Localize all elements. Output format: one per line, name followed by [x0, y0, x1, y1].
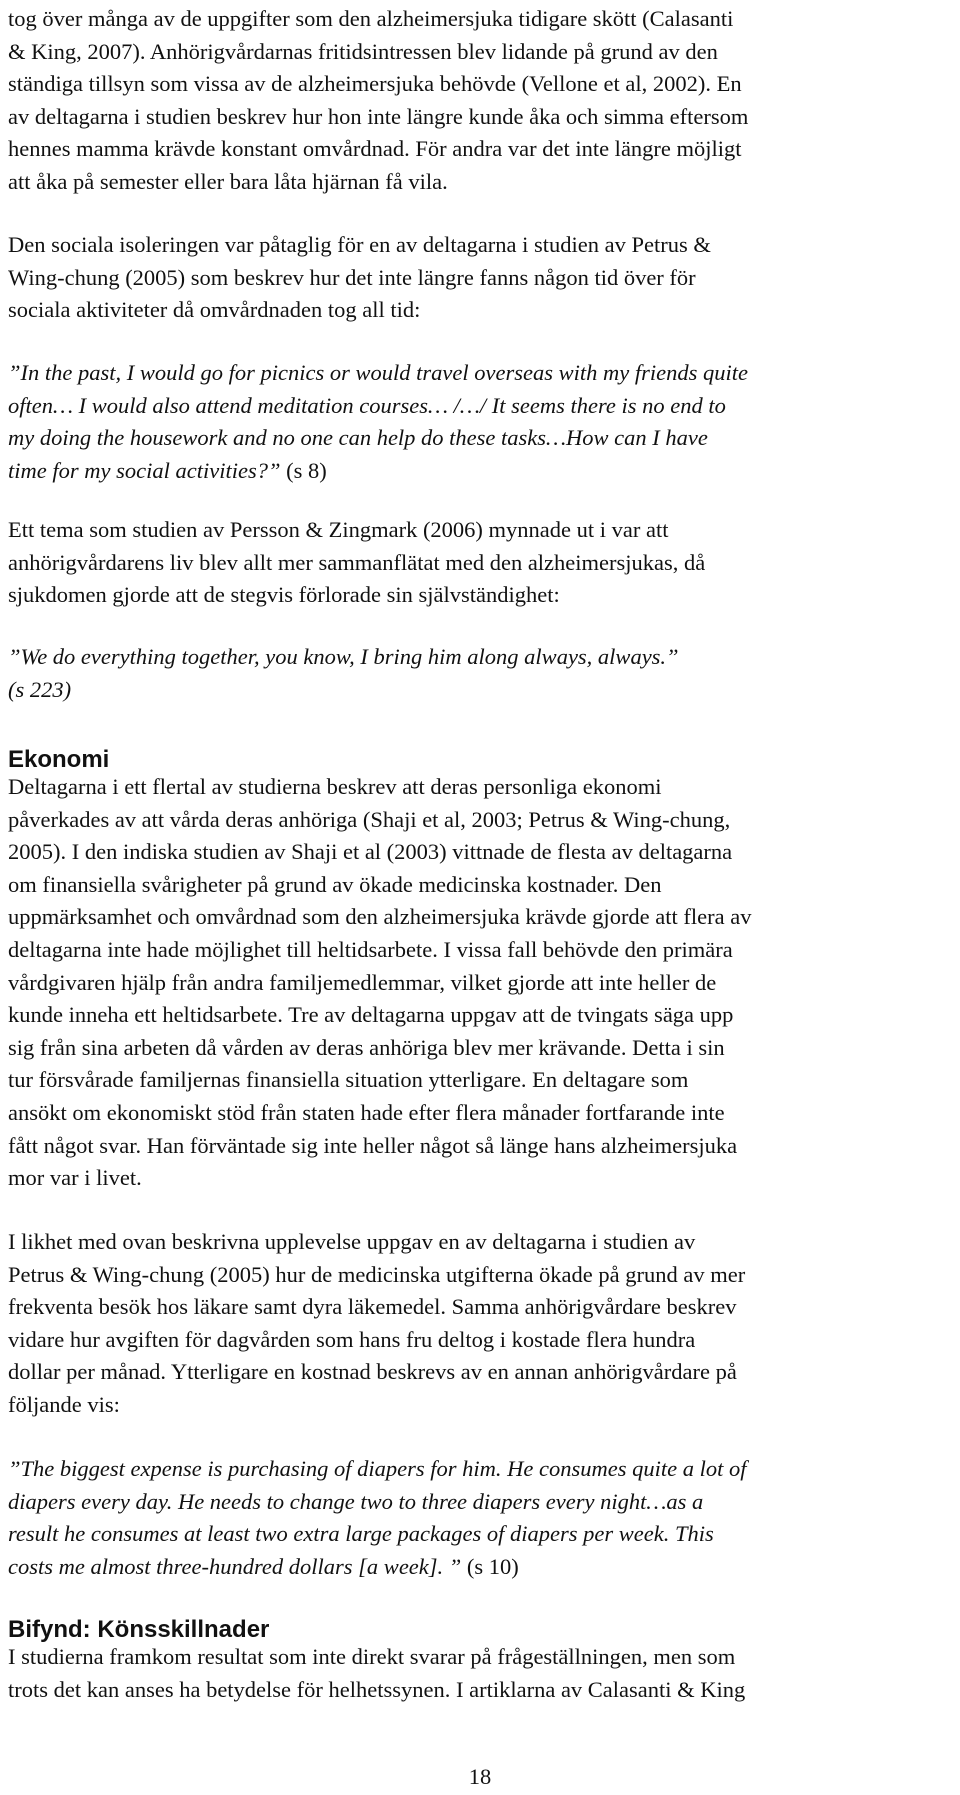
text-line: vidare hur avgiften för dagvården som hans fru deltog i kostade flera hundra [8, 1326, 696, 1352]
quote-line [8, 455, 952, 488]
text-line: vårdgivaren hjälp från andra familjemedlemmar, vilket gjorde att inte heller de [8, 969, 717, 995]
text-line: hennes mamma krävde konstant omvårdnad. För andra var det inte längre möjligt [8, 136, 742, 162]
quote-citation: (s 10) [461, 1553, 519, 1579]
text-line: att åka på semester eller bara låta hjärnan få vila. [8, 168, 448, 194]
paragraph-medical-costs [8, 1226, 952, 1422]
text-line: sjukdomen gjorde att de stegvis förlorade sin självständighet: [8, 582, 560, 608]
text-line: I studierna framkom resultat som inte direkt svarar på frågeställningen, men som [8, 1644, 736, 1669]
text-line: dollar per månad. Ytterligare en kostnad beskrevs av en annan anhörigvårdare på [8, 1359, 737, 1385]
text-line: frekventa besök hos läkare samt dyra läkemedel. Samma anhörigvårdare beskrev [8, 1294, 737, 1320]
text-line: I likhet med ovan beskrivna upplevelse uppgav en av deltagarna i studien av [8, 1229, 696, 1254]
quote-line: ”We do everything together, you know, I bring him along always, always.” [8, 644, 679, 669]
quote-text: time for my social activities?” [8, 457, 281, 483]
quote-line: diapers every day. He needs to change two to three diapers every night…as a [8, 1488, 704, 1514]
text-line: sociala aktiviteter då omvårdnaden tog all tid: [8, 297, 421, 323]
text-line: uppmärksamhet och omvårdnad som den alzheimersjuka krävde gjorde att flera av [8, 904, 752, 930]
text-line: kunde inneha ett heltidsarbete. Tre av deltagarna uppgav att de tvingats säga upp [8, 1002, 734, 1028]
text-line: fått något svar. Han förväntade sig inte heller något så länge hans alzheimersjuka [8, 1132, 738, 1158]
text-line: tur försvårade familjernas finansiella situation ytterligare. En deltagare som [8, 1067, 689, 1093]
quote-line: ”The biggest expense is purchasing of diapers for him. He consumes quite a lot of [8, 1456, 747, 1481]
paragraph-social-isolation [8, 229, 952, 327]
block-quote-persson [8, 641, 952, 706]
quote-line: often… I would also attend meditation courses… /…/ It seems there is no end to [8, 392, 726, 418]
text-line: Petrus & Wing-chung (2005) hur de medicinska utgifterna ökade på grund av mer [8, 1261, 746, 1287]
paragraph-side-findings [8, 1641, 952, 1706]
text-line: av deltagarna i studien beskrev hur hon inte längre kunde åka och simma eftersom [8, 103, 749, 129]
text-line: deltagarna inte hade möjlighet till heltidsarbete. I vissa fall behövde den primära [8, 936, 733, 962]
text-line: ständiga tillsyn som vissa av de alzheimersjuka behövde (Vellone et al, 2002). En [8, 71, 742, 97]
text-line: Wing-chung (2005) som beskrev hur det inte längre fanns någon tid över för [8, 264, 696, 290]
quote-text: costs me almost three-hundred dollars [a week]. ” [8, 1553, 462, 1579]
text-line: anhörigvårdarens liv blev allt mer sammanflätat med den alzheimersjukas, då [8, 549, 706, 575]
text-line: sig från sina arbeten då vården av deras anhöriga blev mer krävande. Detta i sin [8, 1034, 725, 1060]
paragraph-leisure [8, 3, 952, 199]
quote-citation: (s 8) [280, 457, 327, 483]
quote-line: my doing the housework and no one can help do these tasks…How can I have [8, 425, 708, 451]
quote-line [8, 1551, 952, 1584]
block-quote-petrus [8, 357, 952, 487]
text-line: påverkades av att vårda deras anhöriga (Shaji et al, 2003; Petrus & Wing-chung, [8, 806, 731, 832]
block-quote-diapers [8, 1453, 952, 1583]
paragraph-intertwined-lives [8, 514, 952, 612]
text-line: 2005). I den indiska studien av Shaji et al (2003) vittnade de flesta av deltagarna [8, 839, 733, 865]
text-line: trots det kan anses ha betydelse för helhetssynen. I artiklarna av Calasanti & King [8, 1676, 746, 1702]
text-line: Ett tema som studien av Persson & Zingmark (2006) mynnade ut i var att [8, 517, 669, 542]
quote-line: ”In the past, I would go for picnics or would travel overseas with my friends quite [8, 360, 748, 385]
text-line: Deltagarna i ett flertal av studierna beskrev att deras personliga ekonomi [8, 774, 662, 799]
quote-line: result he consumes at least two extra large packages of diapers per week. This [8, 1521, 714, 1547]
text-line: tog över många av de uppgifter som den alzheimersjuka tidigare skött (Calasanti [8, 6, 734, 31]
text-line: om finansiella svårigheter på grund av ökade medicinska kostnader. Den [8, 871, 662, 897]
paragraph-economy [8, 771, 952, 1195]
text-line: Den sociala isoleringen var påtaglig för en av deltagarna i studien av Petrus & [8, 232, 711, 257]
section-heading: Ekonomi [8, 746, 110, 773]
text-line: ansökt om ekonomiskt stöd från staten hade efter flera månader fortfarande inte [8, 1099, 725, 1125]
text-line: & King, 2007). Anhörigvårdarnas fritidsintressen blev lidande på grund av den [8, 38, 718, 64]
quote-citation: (s 223) [8, 676, 72, 702]
page-number: 18 [468, 1764, 492, 1789]
text-line: mor var i livet. [8, 1165, 142, 1191]
section-heading: Bifynd: Könsskillnader [8, 1616, 270, 1643]
text-line: följande vis: [8, 1391, 120, 1417]
